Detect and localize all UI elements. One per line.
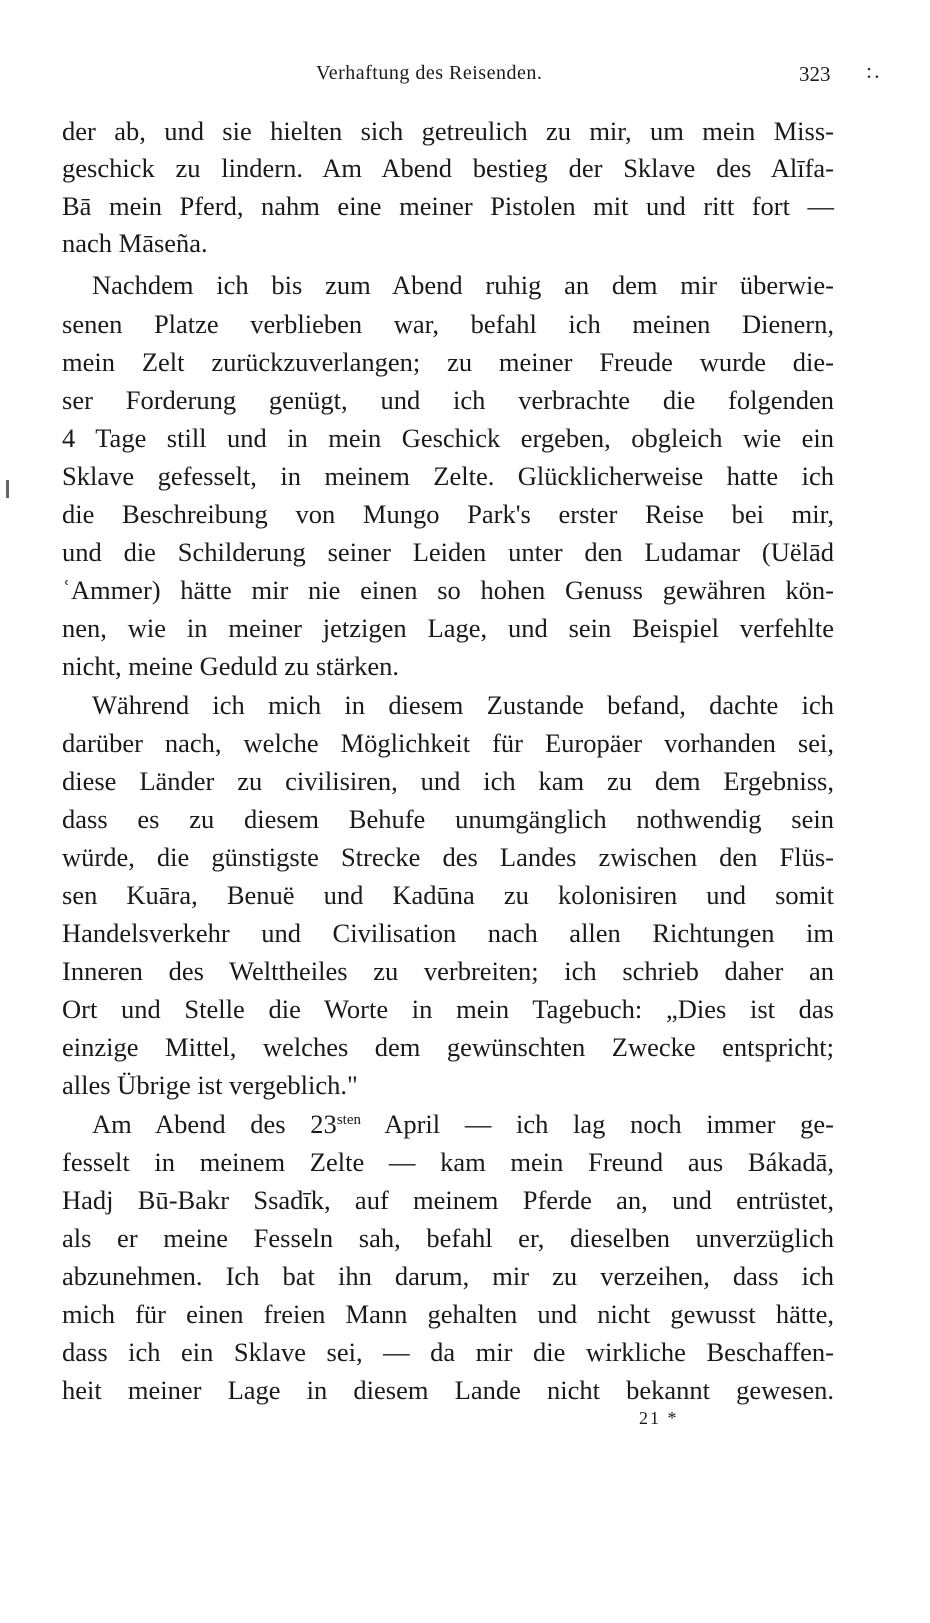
text-line <box>92 1106 834 1142</box>
text-line: fesselt in meinem Zelte — kam mein Freund aus Bákadā, <box>62 1147 834 1177</box>
text-line: Sklave gefesselt, in meinem Zelte. Glücklicherweise hatte ich <box>62 461 834 491</box>
page-header <box>0 58 930 92</box>
text-line: abzunehmen. Ich bat ihn darum, mir zu verzeihen, dass ich <box>62 1261 834 1291</box>
text-line: Inneren des Welttheiles zu verbreiten; ich schrieb daher an <box>62 956 834 986</box>
text-line: die Beschreibung von Mungo Park's erster Reise bei mir, <box>62 499 834 529</box>
text-line: Während ich mich in diesem Zustande befand, dachte ich <box>92 690 834 720</box>
signature-mark: 21 * <box>639 1408 679 1428</box>
text-line: Ort und Stelle die Worte in mein Tagebuch: „Dies ist das <box>62 994 834 1024</box>
edge-mark: :. <box>866 58 882 83</box>
text-line: der ab, und sie hielten sich getreulich zu mir, um mein Miss- <box>62 116 834 146</box>
text-line: diese Länder zu civilisiren, und ich kam zu dem Ergebniss, <box>62 766 834 796</box>
text-line: dass ich ein Sklave sei, — da mir die wirkliche Beschaffen- <box>62 1337 834 1367</box>
text-line: und die Schilderung seiner Leiden unter den Ludamar (Uëlād <box>62 537 834 567</box>
text-line: Handelsverkehr und Civilisation nach allen Richtungen im <box>62 918 834 948</box>
superscript: sten <box>336 1112 361 1128</box>
text-line: nen, wie in meiner jetzigen Lage, und sein Beispiel verfehlte <box>62 613 834 643</box>
text-line: Nachdem ich bis zum Abend ruhig an dem mir überwie- <box>92 270 834 300</box>
text-line: nach Māseña. <box>62 228 208 258</box>
text-line: 4 Tage still und in mein Geschick ergeben, obgleich wie ein <box>62 423 834 453</box>
text-line: sen Kuāra, Benuë und Kadūna zu kolonisiren und somit <box>62 880 834 910</box>
text-line: mich für einen freien Mann gehalten und nicht gewusst hätte, <box>62 1299 834 1329</box>
text-line: Bā mein Pferd, nahm eine meiner Pistolen mit und ritt fort — <box>62 191 834 221</box>
text-line: geschick zu lindern. Am Abend bestieg der Sklave des Alīfa- <box>62 153 834 183</box>
page-number: 323 <box>799 62 831 86</box>
text-line: Hadj Bū-Bakr Ssadīk, auf meinem Pferde an, und entrüstet, <box>62 1185 834 1215</box>
text-segment: Am Abend des 23 <box>92 1109 337 1139</box>
text-line: ser Forderung genügt, und ich verbrachte die folgenden <box>62 385 834 415</box>
text-line: nicht, meine Geduld zu stärken. <box>62 651 400 681</box>
text-line: darüber nach, welche Möglichkeit für Europäer vorhanden sei, <box>62 728 834 758</box>
text-segment: April — ich lag noch immer ge- <box>360 1109 835 1139</box>
text-line: ʿAmmer) hätte mir nie einen so hohen Genuss gewähren kön- <box>62 575 834 605</box>
text-line: würde, die günstigste Strecke des Landes zwischen den Flüs- <box>62 842 834 872</box>
text-line: alles Übrige ist vergeblich." <box>62 1070 358 1100</box>
margin-mark <box>6 480 9 498</box>
running-title: Verhaftung des Reisenden. <box>316 62 543 84</box>
text-line: mein Zelt zurückzuverlangen; zu meiner Freude wurde die- <box>62 347 834 377</box>
text-line: einzige Mittel, welches dem gewünschten Zwecke entspricht; <box>62 1032 834 1062</box>
text-line: heit meiner Lage in diesem Lande nicht bekannt gewesen. <box>62 1375 834 1405</box>
text-line: dass es zu diesem Behufe unumgänglich nothwendig sein <box>62 804 834 834</box>
text-line: als er meine Fesseln sah, befahl er, dieselben unverzüglich <box>62 1223 834 1253</box>
text-line: senen Platze verblieben war, befahl ich meinen Dienern, <box>62 309 834 339</box>
